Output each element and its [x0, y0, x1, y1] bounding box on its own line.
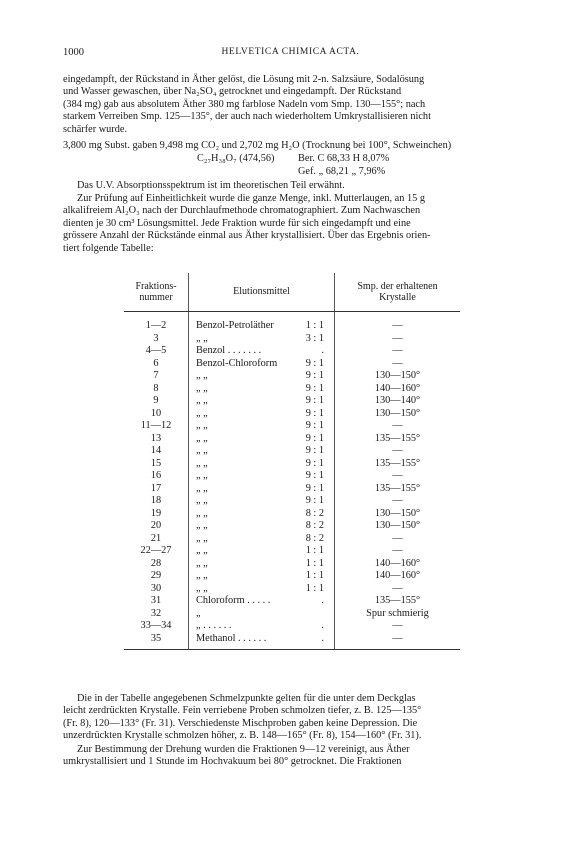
text-line: (384 mg) gab aus absolutem Äther 380 mg farblose Nadeln vom Smp. 130—155°; nach	[63, 98, 426, 110]
eluent-ratio: 8 : 2	[305, 532, 324, 544]
eluent-name: „ „	[196, 432, 208, 444]
text-line: und Wasser gewaschen, über Na₂SO₄ getrocknet und eingedampft. Der Rückstand	[63, 86, 402, 98]
eluent-ratio: 9 : 1	[305, 420, 324, 431]
eluent-name: „ „	[196, 582, 208, 594]
table-row	[124, 358, 460, 371]
eluent-name: Benzol . . . . . . .	[196, 345, 262, 356]
cell-fraction: 35	[124, 633, 189, 650]
text-line: Zur Bestimmung der Drehung wurden die Fraktionen 9—12 vereinigt, aus Äther	[77, 744, 410, 755]
eluent-ratio: 9 : 1	[305, 482, 324, 494]
eluent-name: „ „	[196, 382, 208, 394]
cell-fraction: 11—12	[140, 420, 172, 431]
paragraph-chromatography	[63, 193, 518, 255]
cell-melting-point: —	[392, 620, 403, 631]
eluent-name: „ „	[196, 457, 208, 469]
paragraph-uv: Das U.V. Absorptionsspektrum ist im theoretischen Teil erwähnt.	[77, 180, 345, 191]
eluent-ratio: 1 : 1	[305, 582, 324, 594]
eluent-ratio: .	[321, 620, 324, 631]
cell-fraction: 13	[150, 432, 162, 444]
table-row	[124, 583, 460, 596]
eluent-ratio: 9 : 1	[305, 495, 324, 506]
table-header-row	[124, 273, 460, 312]
eluent-name: „ „	[196, 370, 208, 381]
cell-melting-point: 130—150°	[374, 407, 421, 419]
cell-fraction: 30	[150, 582, 162, 594]
cell-fraction: 18	[150, 495, 162, 506]
text-line: (Fr. 8), 120—133° (Fr. 31). Verschiedenste Mischproben gaben keine Depression. Die	[63, 717, 418, 729]
text-line: eingedampft, der Rückstand in Äther gelöst, die Lösung mit 2-n. Salzsäure, Sodalösung	[63, 74, 425, 85]
cell-melting-point: —	[392, 545, 403, 556]
table-row	[124, 383, 460, 396]
cell-eluent	[189, 358, 335, 371]
analysis-line: 3,800 mg Subst. gaben 9,498 mg CO₂ und 2,702 mg H₂O (Trocknung bei 100°, Schweinchen)	[63, 140, 452, 151]
cell-melting-point: —	[392, 445, 403, 456]
cell-eluent	[189, 620, 335, 633]
cell-eluent	[189, 312, 335, 333]
eluent-ratio: .	[321, 595, 324, 606]
table-row	[124, 470, 460, 483]
paragraph-melting-points	[63, 693, 518, 743]
cell-eluent	[189, 633, 335, 650]
eluent-ratio: 8 : 2	[305, 520, 324, 531]
eluent-name: „ „	[196, 520, 208, 531]
cell-eluent	[189, 608, 335, 621]
table-row	[124, 370, 460, 383]
cell-eluent	[189, 583, 335, 596]
table-row	[124, 312, 460, 333]
header-text: Smp. der erhaltenen Krystalle	[357, 280, 438, 303]
cell-melting-point: 135—155°	[374, 457, 421, 469]
eluent-name: „ „	[196, 507, 208, 519]
paragraph-rotation	[63, 744, 518, 769]
cell-fraction: 22—27	[140, 545, 172, 556]
table-row	[124, 345, 460, 358]
table-row	[124, 483, 460, 496]
cell-melting-point: —	[392, 582, 403, 594]
cell-eluent	[189, 333, 335, 346]
journal-title: HELVETICA CHIMICA ACTA.	[221, 47, 360, 57]
analysis-formula: C₂₇H₃₈O₇ (474,56)	[197, 153, 275, 164]
text-line: leicht zerdrückten Krystalle. Fein verriebene Proben schmolzen tiefer, z. B. 125—135°	[63, 705, 422, 717]
cell-eluent	[189, 445, 335, 458]
cell-fraction: 21	[150, 532, 162, 544]
cell-eluent	[189, 533, 335, 546]
table-row	[124, 333, 460, 346]
table-row	[124, 570, 460, 583]
eluent-ratio: .	[321, 345, 324, 356]
eluent-ratio: 9 : 1	[305, 470, 324, 481]
cell-eluent	[189, 483, 335, 496]
cell-eluent	[189, 520, 335, 533]
table-row	[124, 508, 460, 521]
cell-eluent	[189, 408, 335, 421]
eluent-ratio: 9 : 1	[305, 370, 324, 381]
col-header-eluent	[189, 273, 335, 312]
cell-melting-point: 130—140°	[374, 395, 421, 406]
eluent-ratio: 1 : 1	[305, 545, 324, 556]
table-row	[124, 608, 460, 621]
eluent-name: „ „	[196, 407, 208, 419]
table-row	[124, 620, 460, 633]
table-row	[124, 533, 460, 546]
cell-fraction: 3	[153, 332, 159, 344]
eluent-ratio: .	[321, 632, 324, 644]
cell-melting-point: —	[392, 495, 403, 506]
cell-melting-point: 140—160°	[374, 382, 421, 394]
cell-melting-point: 135—155°	[374, 595, 421, 606]
cell-fraction: 17	[150, 482, 162, 494]
cell-melting-point: Spur schmierig	[366, 607, 429, 619]
cell-melting-point: —	[392, 532, 403, 544]
header-text: Fraktions- nummer	[135, 280, 177, 303]
eluent-name: „ „	[196, 332, 208, 344]
cell-fraction: 19	[150, 507, 162, 519]
eluent-ratio: 1 : 1	[305, 570, 324, 581]
col-header-melting-point	[335, 273, 461, 312]
text-line: Die in der Tabelle angegebenen Schmelzpunkte gelten für die unter dem Deckglas	[77, 693, 416, 704]
eluent-ratio: 8 : 2	[305, 507, 324, 519]
eluent-ratio: 9 : 1	[305, 395, 324, 406]
cell-melting-point: —	[392, 345, 403, 356]
eluent-name: „ „	[196, 557, 208, 569]
cell-fraction: 14	[150, 445, 162, 456]
eluent-name: „ „	[196, 470, 208, 481]
eluent-name: „ „	[196, 532, 208, 544]
table-row	[124, 445, 460, 458]
table-row	[124, 395, 460, 408]
cell-fraction: 28	[150, 557, 162, 569]
table-row	[124, 408, 460, 421]
eluent-name: „ „	[196, 545, 208, 556]
table-row	[124, 458, 460, 471]
table-row	[124, 433, 460, 446]
eluent-ratio: 9 : 1	[305, 382, 324, 394]
eluent-ratio: 1 : 1	[305, 557, 324, 569]
page-number: 1000	[63, 47, 84, 58]
cell-melting-point: 140—160°	[374, 570, 421, 581]
text-line: tiert folgende Tabelle:	[63, 242, 154, 254]
cell-fraction: 6	[153, 357, 159, 369]
cell-melting-point: 135—155°	[374, 432, 421, 444]
text-line: grössere Anzahl der Rückstände einmal aus Äther krystallisiert. Über das Ergebnis orien-	[63, 230, 431, 242]
cell-fraction: 20	[150, 520, 162, 531]
cell-fraction: 10	[150, 407, 162, 419]
cell-fraction: 15	[150, 457, 162, 469]
cell-melting-point: —	[335, 633, 461, 650]
cell-melting-point: 130—150°	[374, 507, 421, 519]
cell-melting-point: —	[392, 332, 403, 344]
cell-melting-point: 130—150°	[374, 520, 421, 531]
cell-eluent	[189, 458, 335, 471]
cell-melting-point: —	[392, 420, 403, 431]
paragraph-workup	[63, 74, 518, 136]
cell-fraction: 7	[153, 370, 159, 381]
eluent-name: „ „	[196, 420, 208, 431]
eluent-ratio: 9 : 1	[305, 445, 324, 456]
cell-fraction: 31	[150, 595, 162, 606]
cell-eluent	[189, 570, 335, 583]
eluent-ratio: 9 : 1	[305, 457, 324, 469]
eluent-name: Methanol . . . . . .	[196, 632, 267, 644]
cell-eluent	[189, 470, 335, 483]
eluent-name: „ „	[196, 395, 208, 406]
cell-fraction: 1—2	[145, 320, 167, 331]
cell-eluent	[189, 495, 335, 508]
table-row	[124, 595, 460, 608]
table-body	[124, 312, 460, 650]
cell-eluent	[189, 595, 335, 608]
eluent-ratio: 9 : 1	[305, 432, 324, 444]
eluent-name: „ „	[196, 445, 208, 456]
cell-eluent	[189, 433, 335, 446]
text-line: dienten je 30 cm³ Lösungsmittel. Jede Fraktion wurde für sich eingedampft und eine	[63, 217, 411, 229]
cell-melting-point: 130—150°	[374, 370, 421, 381]
analysis-calculated: Ber. C 68,33 H 8,07%	[298, 153, 390, 164]
cell-fraction: 33—34	[140, 620, 172, 631]
table-row	[124, 520, 460, 533]
eluent-name: „ „	[196, 495, 208, 506]
eluent-name: Benzol-Chloroform	[196, 357, 278, 369]
cell-melting-point: —	[392, 357, 403, 369]
cell-melting-point: 135—155°	[374, 482, 421, 494]
cell-melting-point: 140—160°	[374, 557, 421, 569]
eluent-ratio: 1 : 1	[305, 320, 324, 331]
page-header	[63, 47, 518, 61]
cell-eluent	[189, 558, 335, 571]
eluent-name: Chloroform . . . . .	[196, 595, 271, 606]
fraction-table	[124, 273, 460, 650]
cell-fraction: 9	[153, 395, 159, 406]
text-line: Zur Prüfung auf Einheitlichkeit wurde die ganze Menge, inkl. Mutterlaugen, an 15 g	[77, 193, 425, 204]
eluent-name: „ „	[196, 570, 208, 581]
header-text: Elutionsmittel	[233, 286, 290, 298]
cell-fraction: 8	[153, 382, 159, 394]
text-line: schärfer wurde.	[63, 123, 128, 135]
table-row	[124, 545, 460, 558]
cell-eluent	[189, 383, 335, 396]
cell-fraction: 16	[150, 470, 162, 481]
analysis-found: Gef. „ 68,21 „ 7,96%	[298, 166, 386, 177]
text-line: starkem Verreiben Smp. 125—135°, der auch nach wiederholtem Umkrystallisieren nicht	[63, 111, 431, 123]
eluent-ratio: 3 : 1	[305, 332, 324, 344]
cell-fraction: 4—5	[145, 345, 167, 356]
text-line: umkrystallisiert und 1 Stunde im Hochvakuum bei 80° getrocknet. Die Fraktionen	[63, 756, 402, 768]
table-row	[124, 495, 460, 508]
cell-fraction: 29	[150, 570, 162, 581]
cell-eluent	[189, 508, 335, 521]
cell-eluent	[189, 345, 335, 358]
text-line: alkalifreiem Al₂O₃ nach der Durchlaufmethode chromatographiert. Zum Nachwaschen	[63, 205, 421, 217]
table-row	[124, 633, 460, 650]
cell-eluent	[189, 420, 335, 433]
table-row	[124, 558, 460, 571]
cell-eluent	[189, 545, 335, 558]
eluent-name: Benzol-Petroläther	[196, 320, 274, 331]
cell-melting-point: —	[392, 320, 403, 331]
cell-eluent	[189, 395, 335, 408]
col-header-fraction	[124, 273, 189, 312]
text-line: unzerdrückten Krystalle schmolzen höher, z. B. 148—165° (Fr. 8), 154—160° (Fr. 31).	[63, 730, 422, 742]
eluent-ratio: 9 : 1	[305, 357, 324, 369]
eluent-ratio: 9 : 1	[305, 407, 324, 419]
cell-fraction: 32	[150, 607, 162, 619]
eluent-name: „ „	[196, 482, 208, 494]
eluent-name: „ . . . . . .	[196, 620, 232, 631]
table-row	[124, 420, 460, 433]
eluent-name: „	[196, 607, 201, 619]
cell-eluent	[189, 370, 335, 383]
cell-melting-point: —	[392, 470, 403, 481]
